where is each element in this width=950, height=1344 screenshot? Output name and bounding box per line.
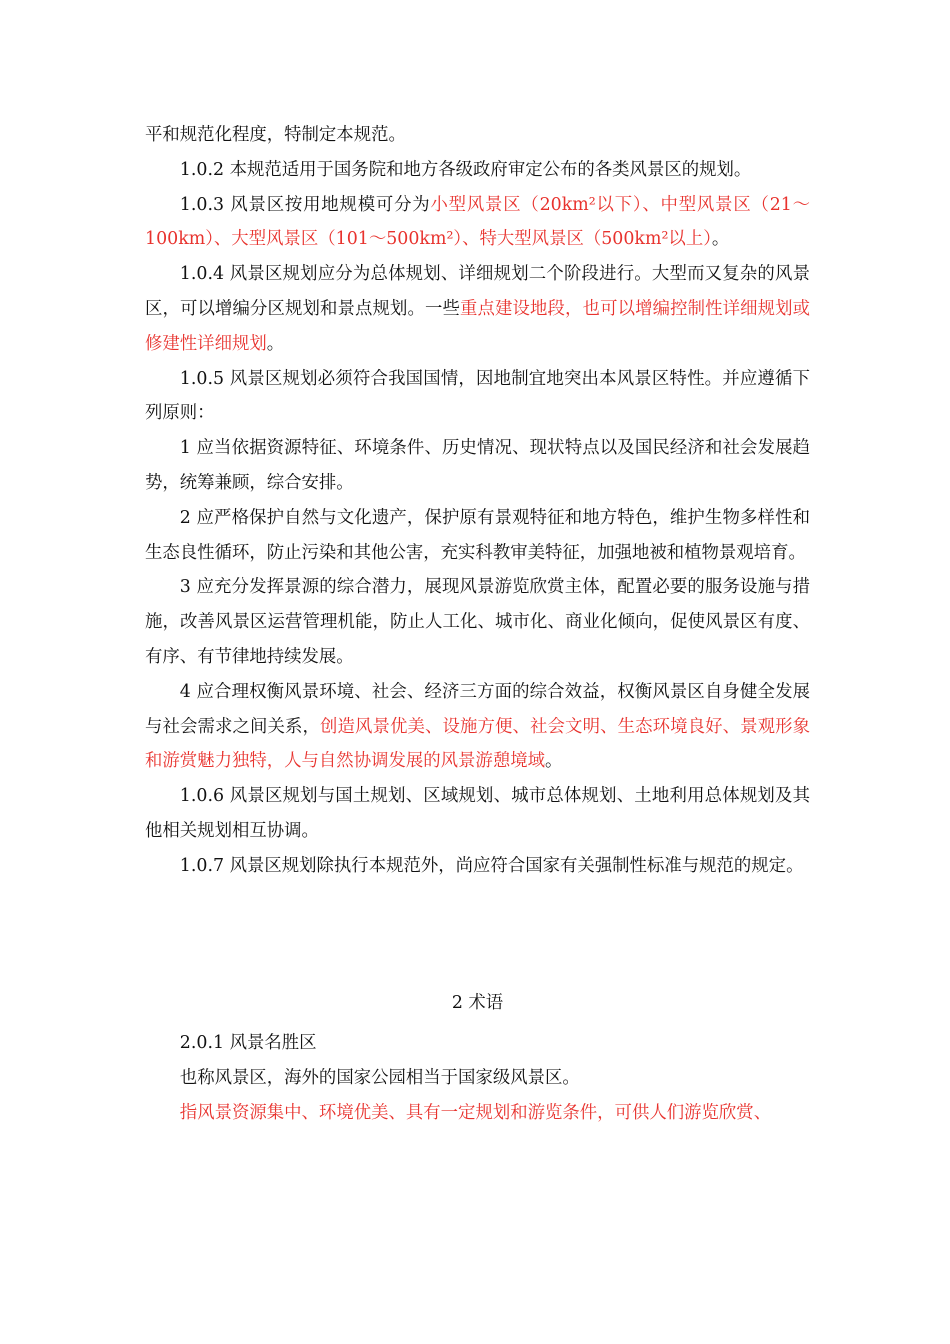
clause-1-0-6: 1.0.6 风景区规划与国土规划、区域规划、城市总体规划、土地利用总体规划及其他相关规划相互协调。 <box>145 786 810 841</box>
paragraph-continuation: 平和规范化程度，特制定本规范。 <box>145 125 406 145</box>
term-title: 2.0.1 风景名胜区 <box>179 1033 317 1054</box>
clause-text: 1.0.3 风景区按用地规模可分为 <box>179 194 431 215</box>
principle-3: 3 应充分发挥景源的综合潜力，展现风景游览欣赏主体，配置必要的服务设施与措施，改善风景区运营管理机能，防止人工化、城市化、商业化倾向，促使风景区有度、有序、有节律地持续发展。 <box>145 577 810 667</box>
principle-2: 2 应严格保护自然与文化遗产，保护原有景观特征和地方特色，维护生物多样性和生态良性循环，防止污染和其他公害，充实科教审美特征，加强地被和植物景观培育。 <box>145 507 810 563</box>
clause-1-0-4 <box>145 257 810 361</box>
section-heading: 2 术语 <box>451 992 504 1013</box>
clause-text: 。 <box>266 333 285 354</box>
document-body <box>145 118 810 1131</box>
highlighted-text: 重点建设地段，也可以增编控制性详细规划或修建性详细规划 <box>145 298 810 354</box>
principle-1: 1 应当依据资源特征、环境条件、历史情况、现状特点以及国民经济和社会发展趋势，统筹兼顾，综合安排。 <box>145 438 810 493</box>
clause-text: 4 应合理权衡风景环境、社会、经济三方面的综合效益，权衡风景区自身健全发展与社会需求之间关系， <box>145 681 810 737</box>
clause-1-0-2: 1.0.2 本规范适用于国务院和地方各级政府审定公布的各类风景区的规划。 <box>179 159 752 180</box>
highlighted-text: 小型风景区（20km²以下）、中型风景区（21～100km）、大型风景区（101～500km²）、特大型风景区（500km²以上） <box>145 194 811 250</box>
clause-text: 。 <box>545 751 563 772</box>
term-line: 也称风景区，海外的国家公园相当于国家级风景区。 <box>179 1068 580 1089</box>
term-definition: 指风景资源集中、环境优美、具有一定规划和游览条件，可供人们游览欣赏、 <box>179 1102 772 1123</box>
clause-text: 。 <box>711 229 730 250</box>
clause-1-0-5: 1.0.5 风景区规划必须符合我国国情，因地制宜地突出本风景区特性。并应遵循下列原则： <box>145 368 810 424</box>
clause-1-0-3 <box>145 188 810 258</box>
clause-text: 1.0.4 风景区规划应分为总体规划、详细规划二个阶段进行。大型而又复杂的风景区，可以增编分区规划和景点规划。一些 <box>145 264 810 319</box>
highlighted-text: 创造风景优美、设施方便、社会文明、生态环境良好、景观形象和游赏魅力独特，人与自然协调发展的风景游憩境域 <box>145 716 810 772</box>
principle-4 <box>145 675 810 779</box>
clause-1-0-7: 1.0.7 风景区规划除执行本规范外，尚应符合国家有关强制性标准与规范的规定。 <box>179 855 804 876</box>
